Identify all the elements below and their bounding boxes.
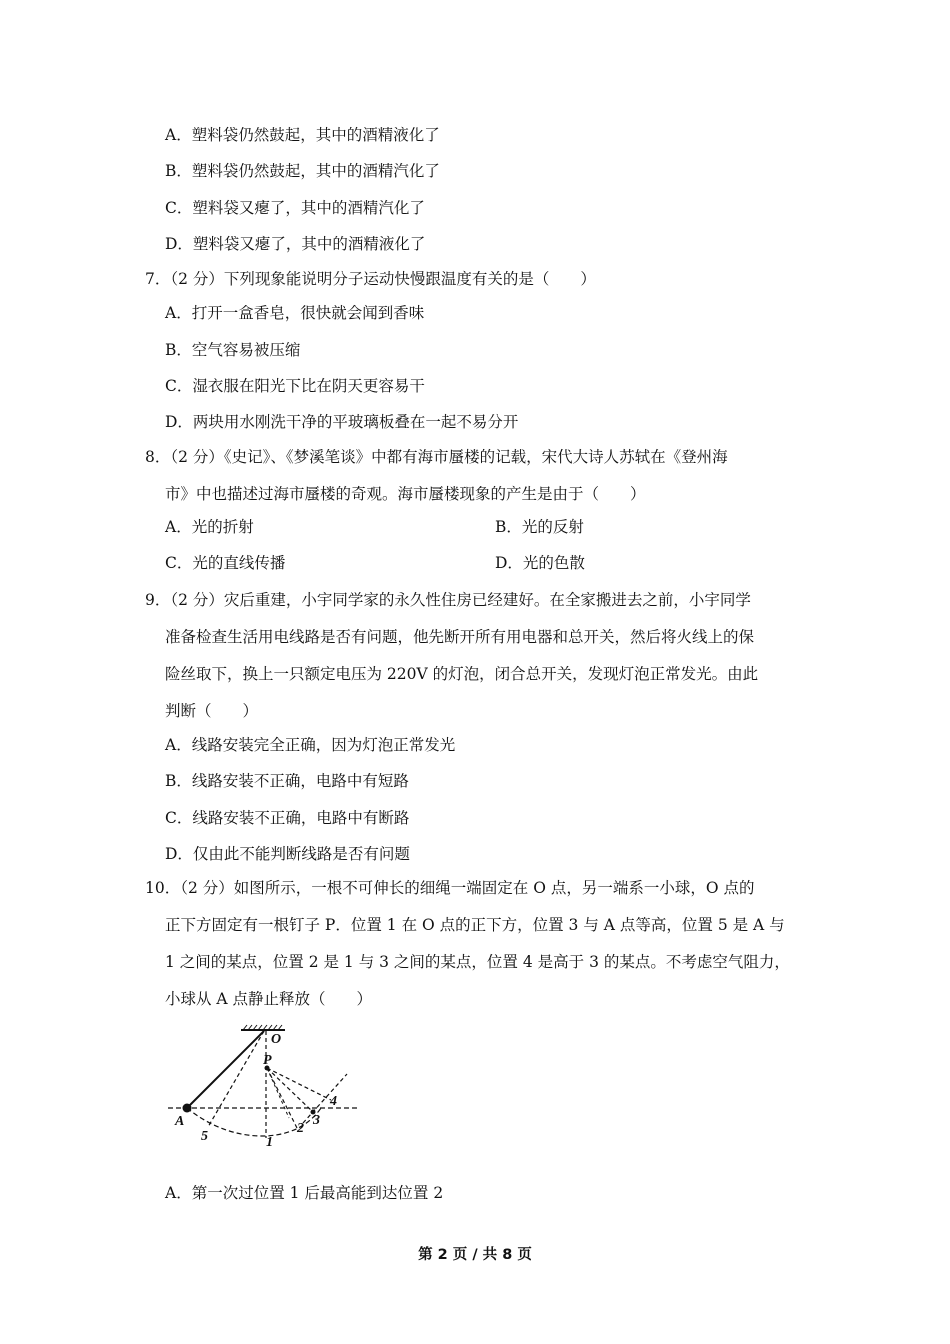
- q10-option-a: A．第一次过位置 1 后最高能到达位置 2: [165, 1184, 444, 1202]
- label-2: 2: [297, 1121, 304, 1136]
- ball-a: [183, 1104, 192, 1113]
- label-o: O: [271, 1032, 282, 1047]
- string-p-extra: [267, 1068, 289, 1118]
- string-p-to-3: [267, 1068, 313, 1112]
- q6-option-a: A．塑料袋仍然鼓起，其中的酒精液化了: [165, 126, 440, 144]
- q6-option-b: B．塑料袋仍然鼓起，其中的酒精汽化了: [165, 162, 440, 180]
- q10-stem-line-1: 10．（2 分）如图所示，一根不可伸长的细绳一端固定在 O 点，另一端系一小球，O 点的: [145, 879, 755, 897]
- label-1: 1: [266, 1135, 273, 1150]
- label-a: A: [175, 1114, 185, 1129]
- ceiling-support: [241, 1025, 285, 1030]
- label-p: P: [263, 1053, 272, 1068]
- q8-stem-line-2: 市》中也描述过海市蜃楼的奇观。海市蜃楼现象的产生是由于（ ）: [165, 485, 646, 503]
- q7-option-b: B．空气容易被压缩: [165, 341, 301, 359]
- label-5: 5: [201, 1129, 208, 1144]
- q8-option-d: D．光的色散: [495, 554, 585, 572]
- q7-option-c: C．湿衣服在阳光下比在阴天更容易干: [165, 377, 425, 395]
- q9-stem-line-2: 准备检查生活用电线路是否有问题，他先断开所有用电器和总开关，然后将火线上的保: [165, 628, 755, 646]
- string-o-to-a: [187, 1031, 264, 1108]
- q10-stem-line-4: 小球从 A 点静止释放（ ）: [165, 990, 373, 1008]
- q6-option-d: D．塑料袋又瘪了，其中的酒精液化了: [165, 235, 426, 253]
- path-line-to-4: [303, 1074, 347, 1123]
- q8-stem-line-1: 8．（2 分）《史记》、《梦溪笔谈》中都有海市蜃楼的记载，宋代大诗人苏轼在《登州海: [145, 448, 728, 466]
- q9-stem-line-3: 险丝取下，换上一只额定电压为 220V 的灯泡，闭合总开关，发现灯泡正常发光。由此: [165, 665, 759, 683]
- q6-option-c: C．塑料袋又瘪了，其中的酒精汽化了: [165, 199, 425, 217]
- q9-stem-line-4: 判断（ ）: [165, 702, 259, 720]
- q7-stem: 7．（2 分）下列现象能说明分子运动快慢跟温度有关的是（ ）: [145, 270, 596, 288]
- q9-option-a: A．线路安装完全正确，因为灯泡正常发光: [165, 736, 456, 754]
- string-p-to-4: [267, 1068, 331, 1100]
- q7-option-a: A．打开一盒香皂，很快就会闻到香味: [165, 304, 425, 322]
- q8-option-c: C．光的直线传播: [165, 554, 286, 572]
- q10-stem-line-2: 正下方固定有一根钉子 P．位置 1 在 O 点的正下方，位置 3 与 A 点等高，位置 5 是 A 与: [165, 916, 785, 934]
- page-footer: 第 2 页 / 共 8 页: [418, 1247, 532, 1263]
- q7-option-d: D．两块用水刚洗干净的平玻璃板叠在一起不易分开: [165, 413, 519, 431]
- q8-option-b: B．光的反射: [495, 518, 584, 536]
- label-3: 3: [313, 1113, 320, 1128]
- q9-option-d: D．仅由此不能判断线路是否有问题: [165, 845, 410, 863]
- q9-option-b: B．线路安装不正确，电路中有短路: [165, 772, 409, 790]
- pendulum-diagram: [163, 1022, 363, 1150]
- q10-stem-line-3: 1 之间的某点，位置 2 是 1 与 3 之间的某点，位置 4 是高于 3 的某点。不考虑空气阻力，: [165, 953, 790, 971]
- string-p-to-2: [267, 1068, 298, 1130]
- q9-option-c: C．线路安装不正确，电路中有断路: [165, 809, 410, 827]
- label-4: 4: [330, 1094, 337, 1109]
- q8-option-a: A．光的折射: [165, 518, 254, 536]
- q9-stem-line-1: 9．（2 分）灾后重建，小宇同学家的永久性住房已经建好。在全家搬进去之前，小宇同学: [145, 591, 751, 609]
